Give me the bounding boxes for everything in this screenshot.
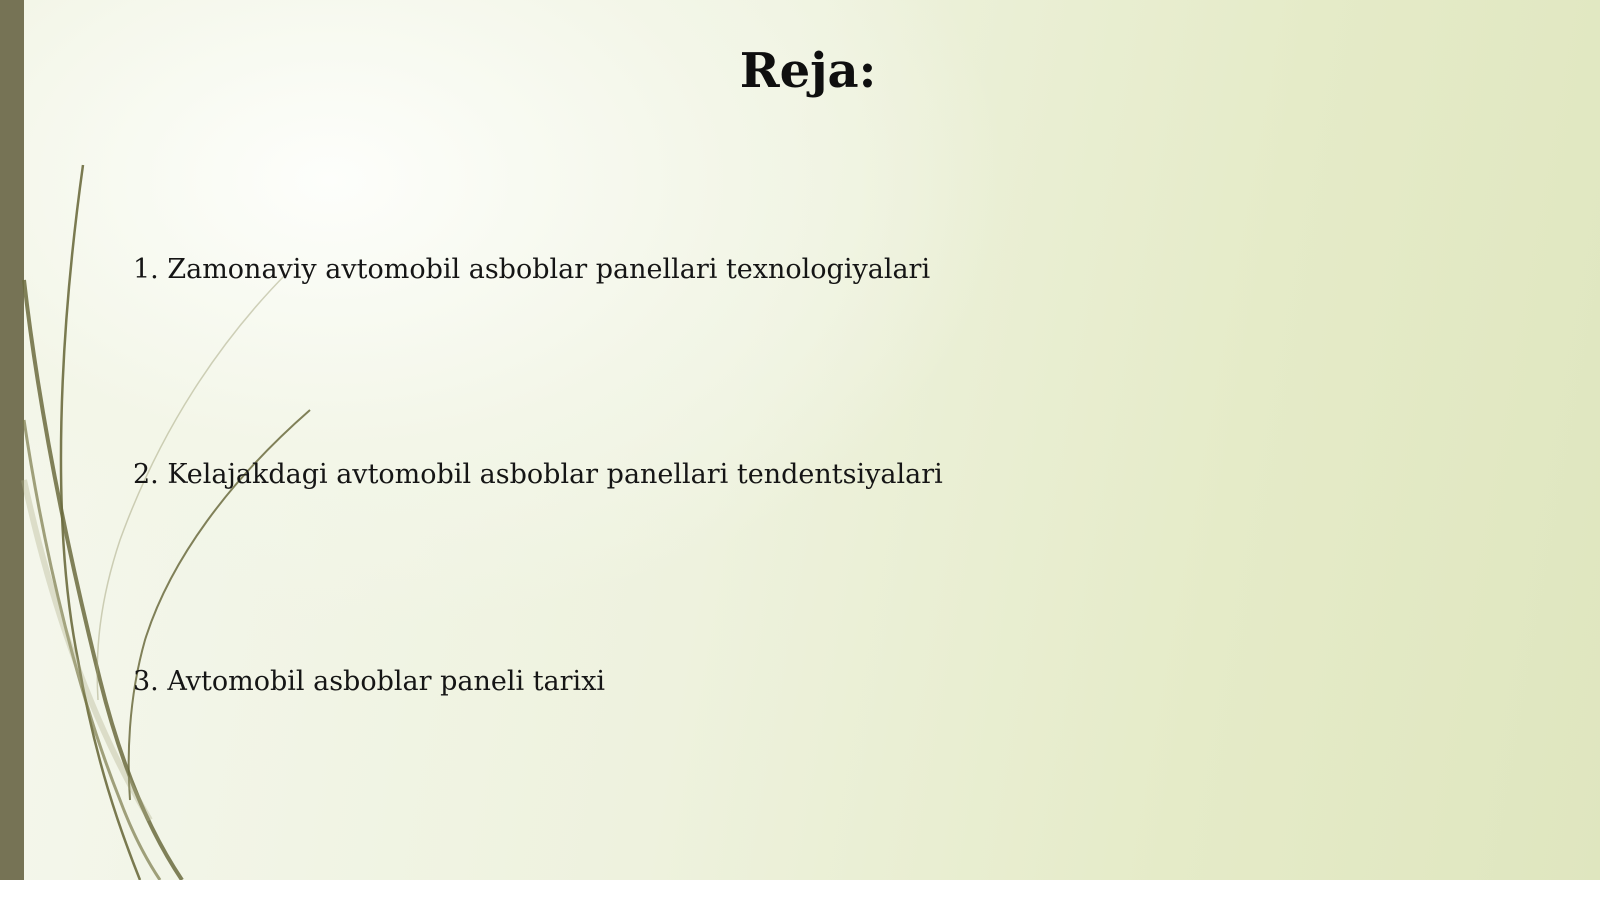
bottom-strip <box>0 880 1600 899</box>
grass-decoration-icon <box>0 0 400 899</box>
agenda-item-3: 3. Avtomobil asboblar paneli tarixi <box>133 666 606 697</box>
agenda-item-2: 2. Kelajakdagi avtomobil asboblar panellari tendentsiyalari <box>133 459 943 490</box>
agenda-item-1: 1. Zamonaviy avtomobil asboblar panellari texnologiyalari <box>133 254 931 285</box>
slide-title: Reja: <box>739 43 877 99</box>
